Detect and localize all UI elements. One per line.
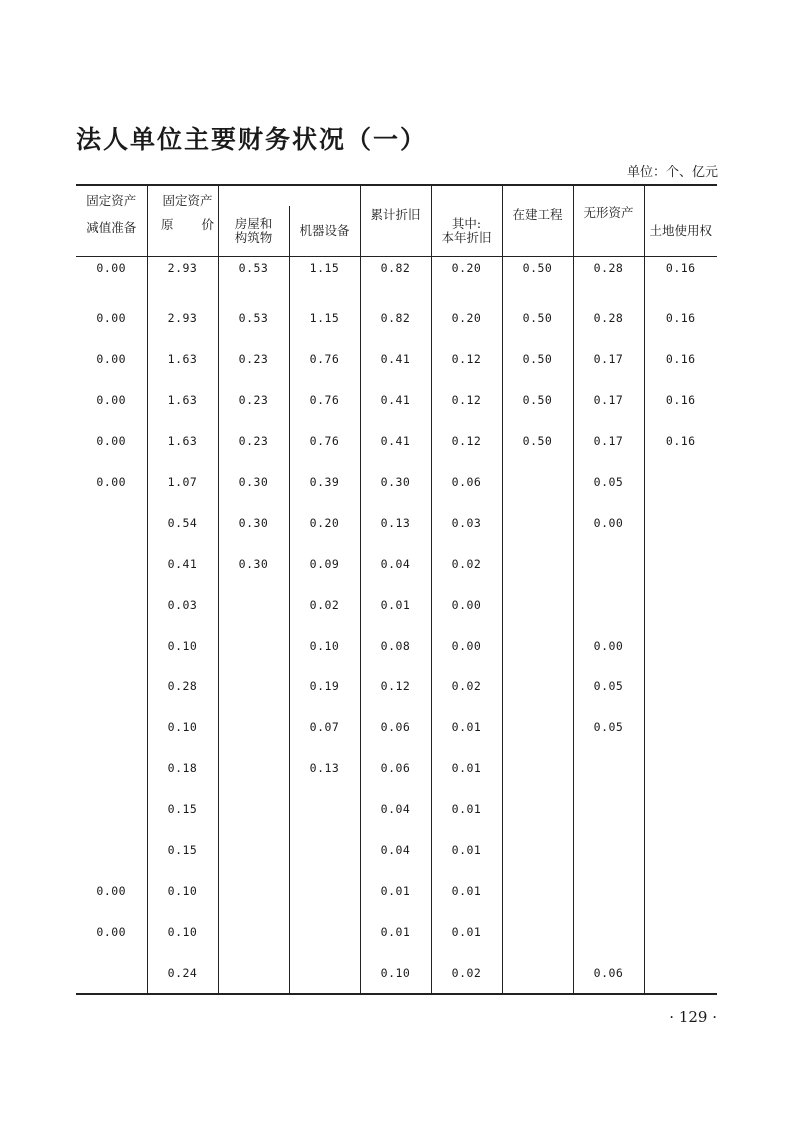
table-cell [644,748,717,789]
table-cell: 0.41 [360,380,431,421]
table-cell: 0.04 [360,789,431,830]
table-cell: 0.12 [431,380,502,421]
table-row [76,666,717,707]
table-cell [644,462,717,503]
table-cell: 0.12 [360,666,431,707]
table-cell: 0.01 [360,911,431,952]
table-cell: 0.53 [218,257,289,299]
table-cell: 0.30 [218,502,289,543]
table-cell: 0.05 [573,707,644,748]
header-intangible-span [573,185,644,206]
table-cell: 0.01 [431,870,502,911]
table-cell: 0.12 [431,421,502,462]
table-cell: 0.02 [431,543,502,584]
table-cell: 0.17 [573,339,644,380]
table-cell [644,952,717,994]
table-cell: 0.08 [360,625,431,666]
table-cell: 0.10 [147,870,218,911]
table-cell: 0.13 [289,748,360,789]
table-cell: 0.15 [147,789,218,830]
table-cell [76,666,147,707]
table-cell: 0.02 [431,666,502,707]
table-cell: 0.01 [360,870,431,911]
table-cell: 0.53 [218,298,289,339]
table-cell: 0.20 [289,502,360,543]
table-cell: 0.06 [360,707,431,748]
table-row [76,584,717,625]
table-cell: 0.13 [360,502,431,543]
table-cell [644,911,717,952]
page-title: 法人单位主要财务状况（一） [76,125,428,154]
table-cell [218,707,289,748]
table-cell: 0.20 [431,257,502,299]
table-cell [76,625,147,666]
table-cell: 0.16 [644,380,717,421]
table-cell: 0.06 [573,952,644,994]
table-cell [218,789,289,830]
table-cell [502,911,573,952]
table-cell [289,911,360,952]
table-cell [644,584,717,625]
table-cell [289,830,360,871]
financial-table [76,184,717,995]
table-cell: 0.54 [147,502,218,543]
table-row [76,339,717,380]
table-cell: 0.04 [360,543,431,584]
table-cell: 0.28 [573,298,644,339]
table-row [76,789,717,830]
table-cell: 0.09 [289,543,360,584]
table-cell: 0.39 [289,462,360,503]
table-cell: 1.63 [147,421,218,462]
table-cell: 0.19 [289,666,360,707]
table-cell [502,543,573,584]
table-cell [289,952,360,994]
table-cell [218,870,289,911]
table-cell: 0.06 [431,462,502,503]
table-cell: 0.02 [289,584,360,625]
table-cell: 0.10 [147,625,218,666]
table-row [76,257,717,299]
table-cell: 0.10 [360,952,431,994]
table-cell: 0.01 [431,707,502,748]
table-cell [502,870,573,911]
table-cell [502,952,573,994]
table-cell: 0.30 [218,543,289,584]
table-cell: 0.28 [147,666,218,707]
table-cell [76,789,147,830]
table-cell [289,789,360,830]
table-cell [573,748,644,789]
table-cell [573,543,644,584]
table-cell: 0.00 [573,625,644,666]
header-intangible: 无形资产 [573,206,644,257]
header-accumulated-depreciation: 累计折旧 [360,185,431,257]
table-cell: 0.05 [573,462,644,503]
table-cell: 0.07 [289,707,360,748]
table-row [76,625,717,666]
header-machinery: 机器设备 [289,206,360,257]
table-cell: 0.01 [360,584,431,625]
table-cell: 0.00 [573,502,644,543]
table-cell [573,870,644,911]
table-cell: 0.30 [360,462,431,503]
table-cell [644,625,717,666]
table-cell: 0.24 [147,952,218,994]
table-cell: 0.50 [502,298,573,339]
table-cell: 0.50 [502,380,573,421]
table-cell: 0.41 [360,421,431,462]
table-row [76,421,717,462]
table-cell [76,748,147,789]
header-year-depreciation: 其中: 本年折旧 [431,206,502,257]
table-cell: 0.15 [147,830,218,871]
table-cell [218,830,289,871]
table-cell [76,502,147,543]
table-cell [644,502,717,543]
header-land-use: 土地使用权 [644,206,717,257]
table-cell: 0.01 [431,830,502,871]
table-cell [218,666,289,707]
table-cell: 0.50 [502,339,573,380]
table-row [76,380,717,421]
table-cell: 1.63 [147,380,218,421]
table-cell [76,952,147,994]
table-cell: 0.02 [431,952,502,994]
header-buildings: 房屋和 构筑物 [218,206,289,257]
table-cell [289,870,360,911]
page-number: · 129 · [669,1008,717,1026]
table-row [76,502,717,543]
table-cell: 0.82 [360,298,431,339]
table-cell [218,911,289,952]
table-cell [573,830,644,871]
table-cell: 0.01 [431,789,502,830]
table-cell: 0.50 [502,421,573,462]
table-cell: 0.76 [289,339,360,380]
table-cell: 0.01 [431,748,502,789]
table-cell: 0.17 [573,421,644,462]
table-cell [218,625,289,666]
table-cell [644,830,717,871]
header-impairment: 固定资产 减值准备 [76,185,147,257]
table-cell [76,830,147,871]
table-cell [218,584,289,625]
table-cell: 0.00 [76,870,147,911]
table-cell [644,543,717,584]
header-construction: 在建工程 [502,185,573,257]
table-cell: 0.03 [147,584,218,625]
table-cell: 0.00 [76,911,147,952]
table-cell: 1.15 [289,257,360,299]
table-cell: 0.00 [76,421,147,462]
table-row [76,298,717,339]
table-cell [76,707,147,748]
table-row [76,952,717,994]
table-cell: 0.12 [431,339,502,380]
table-row [76,707,717,748]
table-cell: 0.16 [644,298,717,339]
table-cell: 0.03 [431,502,502,543]
table-cell [502,707,573,748]
table-cell [502,462,573,503]
table-cell [502,666,573,707]
table-cell: 0.00 [76,380,147,421]
header-land-span [644,185,717,206]
table-cell: 0.01 [431,911,502,952]
table-cell [218,952,289,994]
unit-label: 单位：个、亿元 [626,165,718,180]
table-cell: 0.00 [76,462,147,503]
table-cell: 0.76 [289,421,360,462]
table-cell: 0.41 [147,543,218,584]
table-cell: 0.18 [147,748,218,789]
table-cell: 0.41 [360,339,431,380]
table-row [76,748,717,789]
table-row [76,870,717,911]
table-cell: 0.50 [502,257,573,299]
table-cell: 0.82 [360,257,431,299]
table-cell: 0.28 [573,257,644,299]
table-cell: 0.10 [147,707,218,748]
table-cell: 0.05 [573,666,644,707]
table-row [76,830,717,871]
table-cell [573,584,644,625]
table-cell [644,707,717,748]
table-row [76,911,717,952]
table-cell [502,502,573,543]
table-cell: 0.04 [360,830,431,871]
table-cell [573,789,644,830]
table-row [76,462,717,503]
table-cell [218,748,289,789]
table-cell [644,666,717,707]
table-cell: 0.00 [76,298,147,339]
table-cell: 0.23 [218,380,289,421]
table-row [76,543,717,584]
table-cell: 0.00 [76,339,147,380]
table-cell [76,543,147,584]
table-cell: 0.16 [644,339,717,380]
header-fixed-assets-span [218,185,360,206]
table-cell: 2.93 [147,298,218,339]
table-cell: 1.07 [147,462,218,503]
header-fixed-assets-original: 固定资产 原 价 [147,185,218,257]
table-cell [502,789,573,830]
table-cell: 0.17 [573,380,644,421]
table-cell: 2.93 [147,257,218,299]
table-cell [644,789,717,830]
table-body [76,257,717,995]
table-cell: 0.10 [147,911,218,952]
header-depreciation-span [431,185,502,206]
table-cell: 0.23 [218,421,289,462]
table-cell: 1.15 [289,298,360,339]
table-cell: 0.00 [76,257,147,299]
table-cell: 0.23 [218,339,289,380]
table-cell: 0.06 [360,748,431,789]
table-cell [644,870,717,911]
table-cell: 1.63 [147,339,218,380]
table-cell: 0.16 [644,421,717,462]
table-cell: 0.76 [289,380,360,421]
table-cell [76,584,147,625]
table-cell [502,748,573,789]
table-cell [502,830,573,871]
table-cell [502,584,573,625]
table-cell: 0.00 [431,625,502,666]
table-cell [573,911,644,952]
table-cell: 0.10 [289,625,360,666]
table-cell: 0.30 [218,462,289,503]
table-cell [502,625,573,666]
table-cell: 0.20 [431,298,502,339]
table-cell: 0.00 [431,584,502,625]
table-cell: 0.16 [644,257,717,299]
